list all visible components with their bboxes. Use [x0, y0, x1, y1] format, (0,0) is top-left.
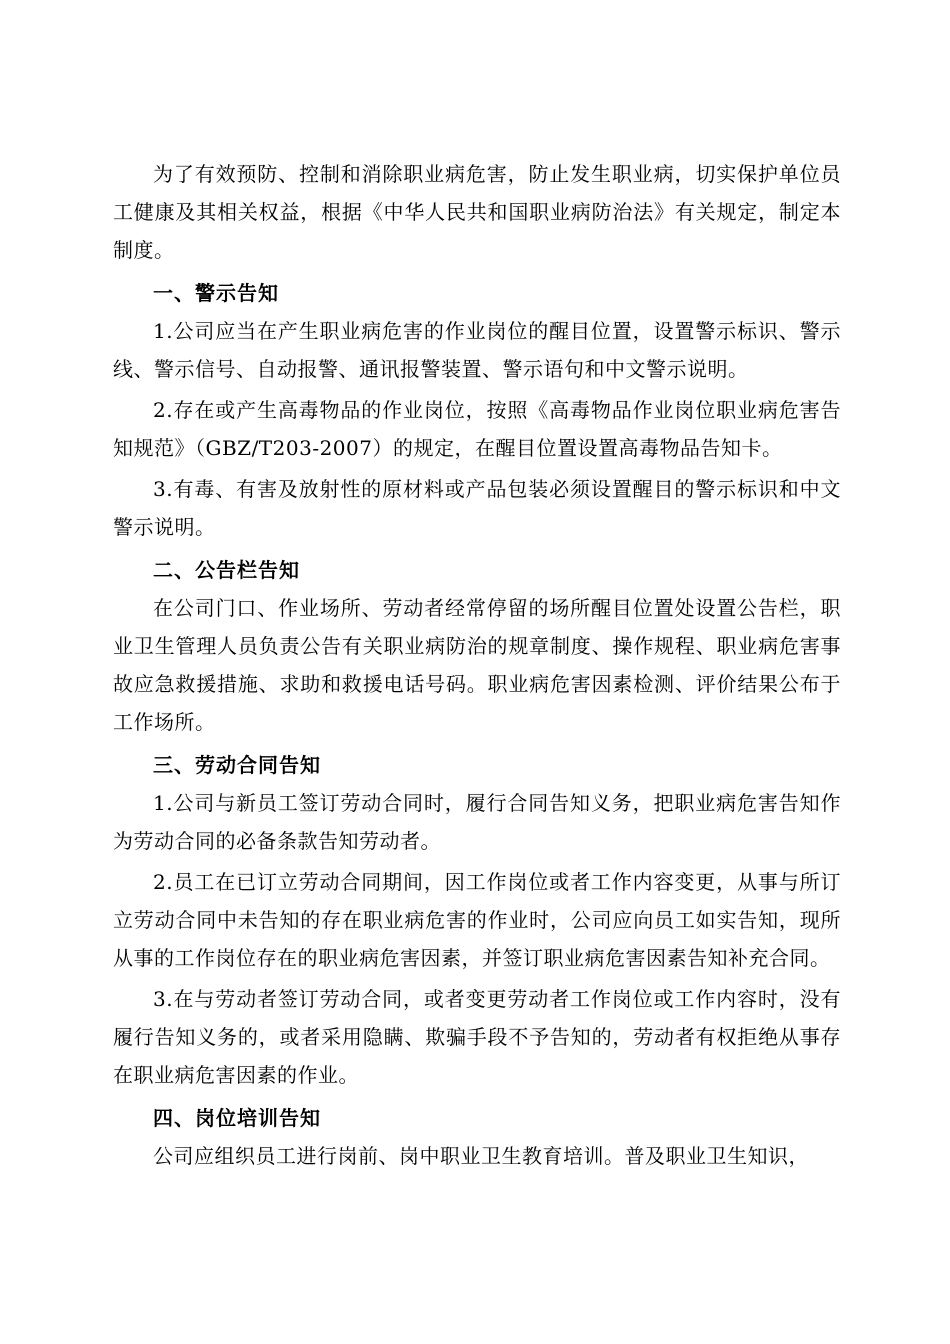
section-2-paragraph-1: 在公司门口、作业场所、劳动者经常停留的场所醒目位置处设置公告栏，职业卫生管理人员负责公告有关职业病防治的规章制度、操作规程、职业病危害事故应急救援措施、求助和救援电话号码。职业病危害因素检测、评价结果公布于工作场所。 [113, 596, 841, 734]
section-3-paragraph-1: 1.公司与新员工签订劳动合同时，履行合同告知义务，把职业病危害告知作为劳动合同的必备条款告知劳动者。 [113, 791, 841, 853]
section-4-heading: 四、岗位培训告知 [153, 1106, 321, 1130]
section-1-paragraph-2: 2.存在或产生高毒物品的作业岗位，按照《高毒物品作业岗位职业病危害告知规范》（GBZ/T203-2007）的规定，在醒目位置设置高毒物品告知卡。 [113, 398, 841, 460]
section-4-paragraph-1: 公司应组织员工进行岗前、岗中职业卫生教育培训。普及职业卫生知识， [153, 1144, 809, 1168]
section-3-paragraph-2: 2.员工在已订立劳动合同期间，因工作岗位或者工作内容变更，从事与所订立劳动合同中未告知的存在职业病危害的作业时，公司应向员工如实告知，现所从事的工作岗位存在的职业病危害因素，并签订职业病危害因素告知补充合同。 [113, 870, 841, 970]
section-3-paragraph-3: 3.在与劳动者签订劳动合同，或者变更劳动者工作岗位或工作内容时，没有履行告知义务的，或者采用隐瞒、欺骗手段不予告知的，劳动者有权拒绝从事存在职业病危害因素的作业。 [113, 987, 841, 1087]
section-1-paragraph-1: 1.公司应当在产生职业病危害的作业岗位的醒目位置，设置警示标识、警示线、警示信号、自动报警、通讯报警装置、警示语句和中文警示说明。 [113, 319, 841, 381]
section-2-heading: 二、公告栏告知 [153, 558, 300, 582]
intro-paragraph: 为了有效预防、控制和消除职业病危害，防止发生职业病，切实保护单位员工健康及其相关权益，根据《中华人民共和国职业病防治法》有关规定，制定本制度。 [113, 162, 841, 262]
section-3-heading: 三、劳动合同告知 [153, 753, 321, 777]
section-1-paragraph-3: 3.有毒、有害及放射性的原材料或产品包装必须设置醒目的警示标识和中文警示说明。 [113, 477, 841, 539]
document-body [113, 155, 841, 1175]
section-1-heading: 一、警示告知 [153, 281, 279, 305]
